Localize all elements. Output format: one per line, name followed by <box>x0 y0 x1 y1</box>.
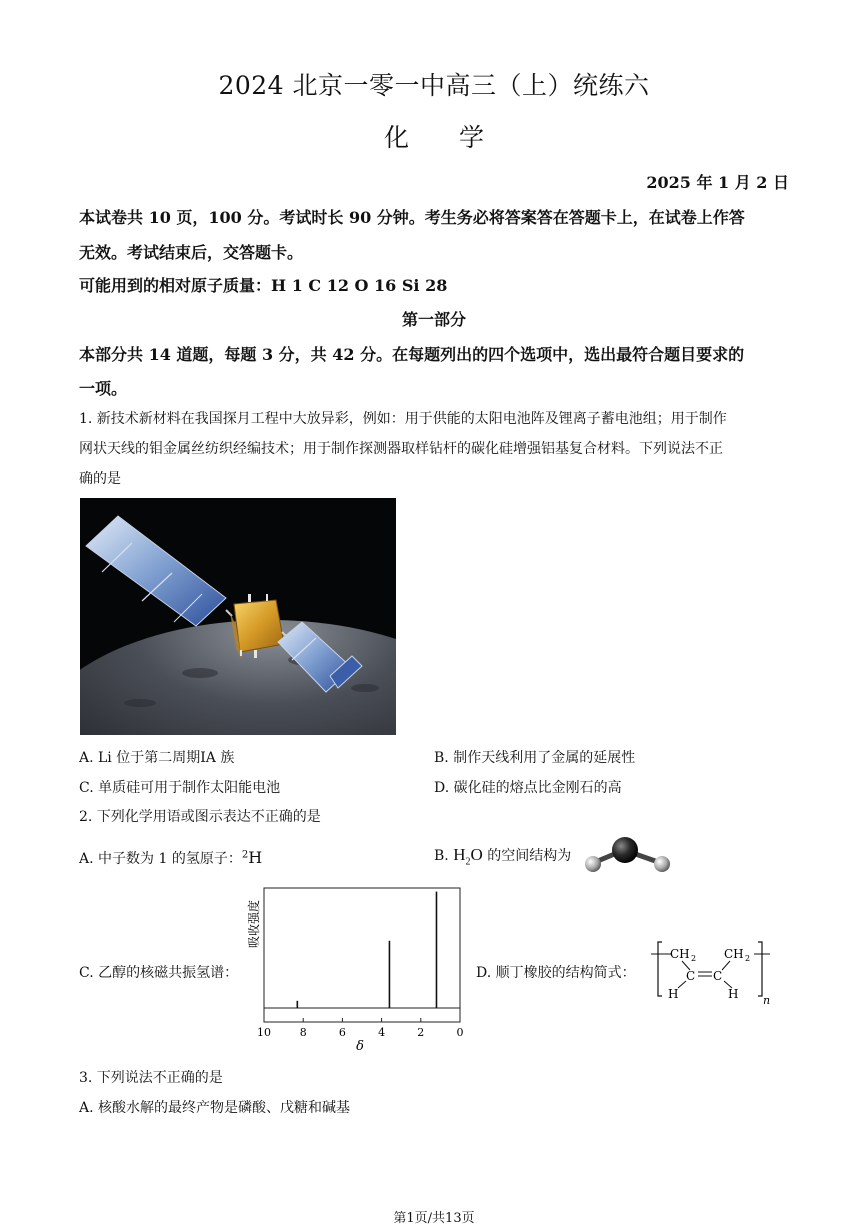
carbon-left: C <box>686 969 696 983</box>
left-bracket <box>658 942 662 996</box>
formula-sub-2: 2 <box>465 856 471 868</box>
part-description-1: 本部分共 14 道题，每题 3 分，共 42 分。在每题列出的四个选项中，选出最符合题目要求的 <box>79 345 745 364</box>
ch2-right: CH <box>724 947 744 961</box>
water-ball-model <box>580 832 676 878</box>
q1-option-a[interactable]: A. Li 位于第二周期IA 族 <box>79 750 235 766</box>
nmr-x-tick-label: 6 <box>338 1026 346 1039</box>
q1-stem-line3: 确的是 <box>79 471 121 487</box>
nmr-x-tick-label: 2 <box>417 1026 425 1039</box>
hydrogen-atom-right <box>654 856 670 872</box>
satellite-image <box>80 498 396 735</box>
q3-option-a[interactable]: A. 核酸水解的最终产物是磷酸、戊糖和碱基 <box>79 1100 351 1116</box>
carbon-right: C <box>713 969 723 983</box>
instructions-line1: 本试卷共 10 页，100 分。考试时长 90 分钟。考生务必将答案答在答题卡上，在试卷上作答 <box>79 208 745 227</box>
ch2-right-sub: 2 <box>745 954 751 963</box>
nmr-x-label: δ <box>356 1039 364 1054</box>
water-formula <box>453 845 483 868</box>
nmr-x-tick-label: 0 <box>456 1026 464 1039</box>
nmr-plot-frame <box>264 888 460 1022</box>
nmr-x-tick-label: 10 <box>257 1026 271 1039</box>
q2-stem: 2. 下列化学用语或图示表达不正确的是 <box>79 809 321 825</box>
q1-option-b[interactable]: B. 制作天线利用了金属的延展性 <box>434 750 636 766</box>
part-description-2: 一项。 <box>79 379 128 398</box>
atomic-mass-line: 可能用到的相对原子质量：H 1 C 12 O 16 Si 28 <box>79 276 448 295</box>
exam-date: 2025 年 1 月 2 日 <box>646 173 789 192</box>
hydrogen-symbol: H <box>248 848 263 867</box>
q2-option-b[interactable] <box>434 845 571 867</box>
cis-polybutadiene-structure <box>646 936 776 1006</box>
q2-option-d[interactable]: D. 顺丁橡胶的结构简式： <box>476 965 636 981</box>
ch2-left: CH <box>670 947 690 961</box>
nmr-y-label: 吸收强度 <box>247 899 261 949</box>
q1-option-d[interactable]: D. 碳化硅的熔点比金刚石的高 <box>434 780 622 796</box>
q2-option-b-text: 的空间结构为 <box>487 848 572 864</box>
mass-number: 2 <box>241 849 249 861</box>
right-bracket <box>758 942 762 996</box>
q2-option-c[interactable]: C. 乙醇的核磁共振氢谱： <box>79 965 239 981</box>
hydrogen-left: H <box>668 987 679 1001</box>
subject-title: 化 学 <box>383 123 484 152</box>
q3-stem: 3. 下列说法不正确的是 <box>79 1070 223 1086</box>
instructions-line2: 无效。考试结束后，交答题卡。 <box>79 243 304 262</box>
oxygen-atom <box>612 837 638 863</box>
q2-option-b-label: B. <box>434 848 449 864</box>
formula-h: H <box>453 845 466 864</box>
nmr-x-tick-label: 8 <box>299 1026 307 1039</box>
page-footer: 第1页/共13页 <box>393 1211 475 1226</box>
ch2-left-sub: 2 <box>691 954 697 963</box>
q2-option-a[interactable] <box>79 848 262 868</box>
q1-stem-line1: 1. 新技术新材料在我国探月工程中大放异彩，例如：用于供能的太阳电池阵及锂离子蓄电池组；用于制作 <box>79 411 727 427</box>
nmr-spectrum-chart <box>246 884 470 1056</box>
q1-stem-line2: 网状天线的钼金属丝纺织经编技术；用于制作探测器取样钻杆的碳化硅增强铝基复合材料。下列说法不正 <box>79 441 723 457</box>
hydrogen-atom-left <box>585 856 601 872</box>
repeat-n: n <box>763 994 771 1006</box>
part-heading: 第一部分 <box>401 310 466 329</box>
formula-o: O <box>470 845 483 864</box>
page-title: 2024 北京一零一中高三（上）统练六 <box>218 71 650 100</box>
nmr-x-tick-label: 4 <box>378 1026 386 1039</box>
q2-option-a-text: A. 中子数为 1 的氢原子： <box>79 851 242 867</box>
hydrogen-right: H <box>728 987 739 1001</box>
q1-option-c[interactable]: C. 单质硅可用于制作太阳能电池 <box>79 780 281 796</box>
